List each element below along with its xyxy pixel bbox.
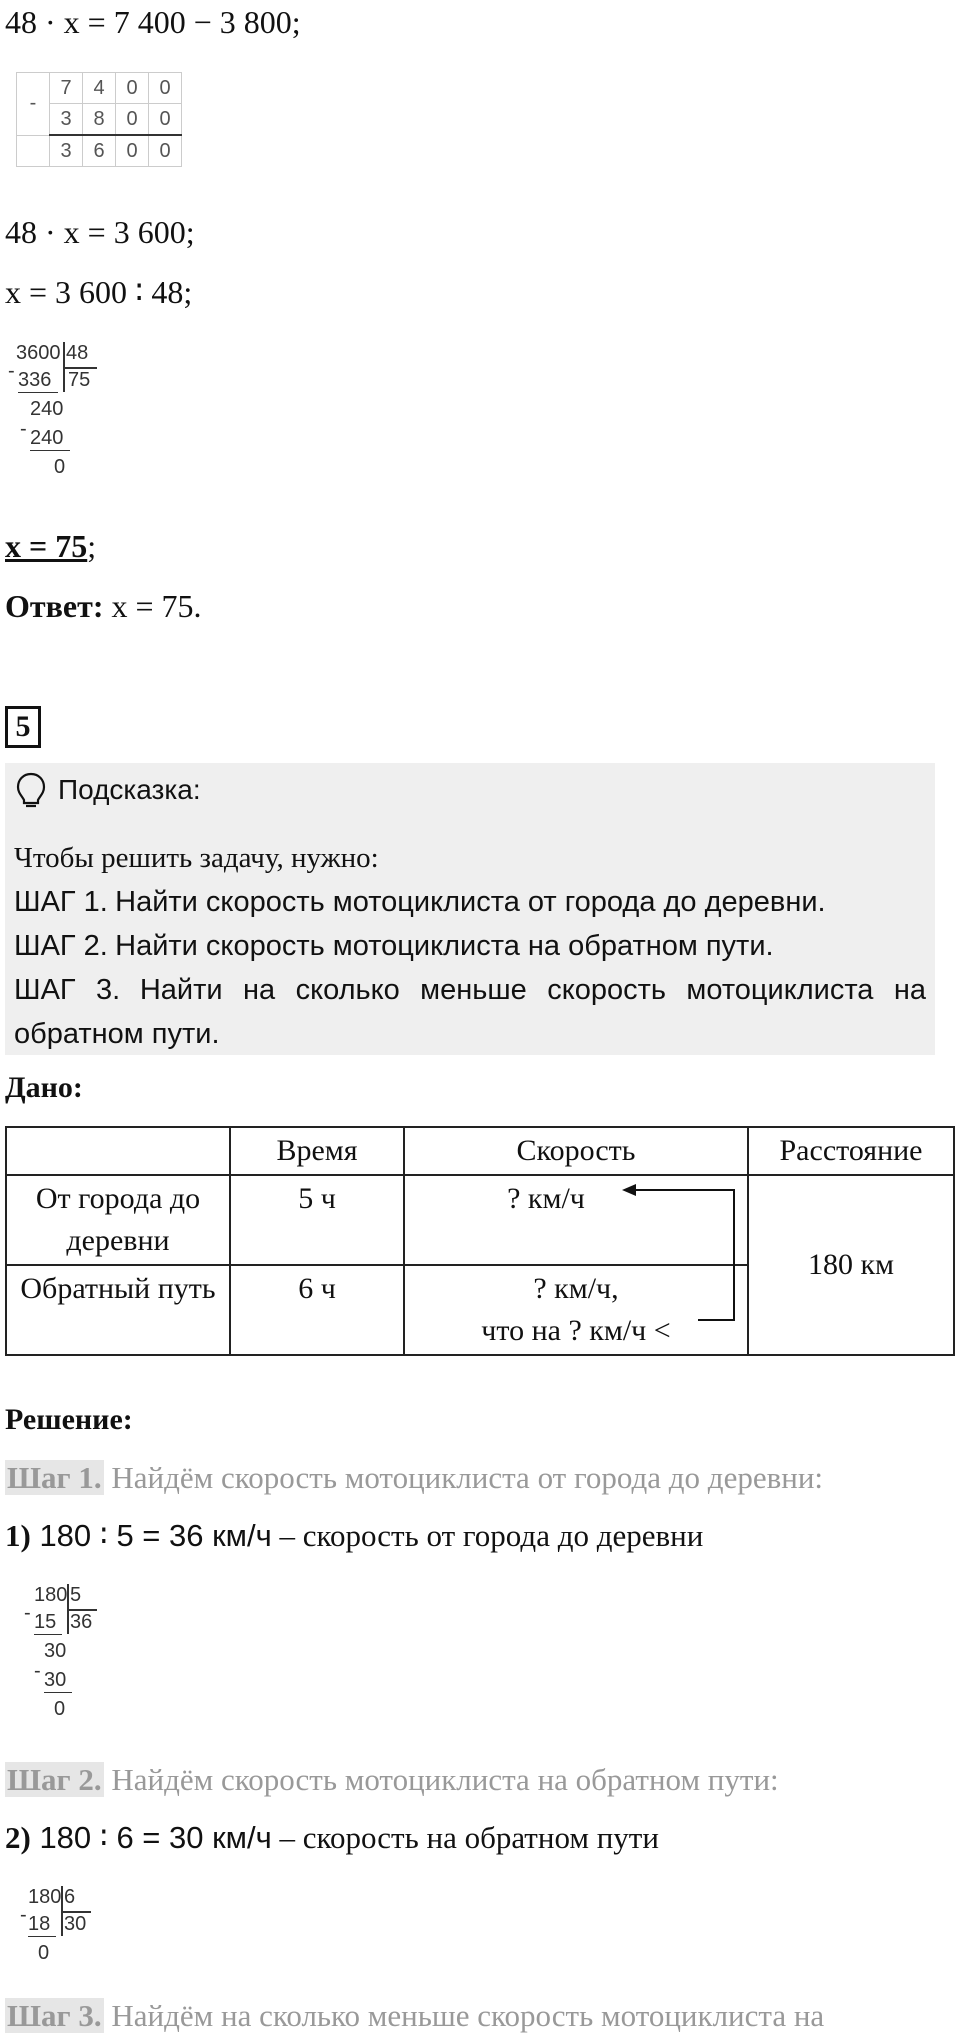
lightbulb-icon — [16, 772, 46, 810]
step-text: Найдём скорость мотоциклиста на обратном пути: — [103, 1762, 779, 1797]
remainder: 0 — [54, 456, 66, 478]
grid-cell: 0 — [149, 135, 182, 167]
speed-comparison: что на ? км/ч < — [481, 1314, 671, 1347]
grid-cell: 4 — [83, 73, 116, 104]
calc-number: 2) — [5, 1820, 31, 1855]
divisor: 5 — [70, 1584, 82, 1606]
hint-title: Подсказка: — [58, 774, 201, 805]
calc-number: 1) — [5, 1518, 31, 1553]
subtrahend: 15 — [34, 1611, 57, 1633]
hint-step-label: ШАГ 1. — [14, 886, 108, 918]
long-division-1 — [8, 342, 128, 492]
task-number: 5 — [5, 706, 41, 748]
row-time: 6 ч — [230, 1265, 404, 1355]
step-label: Шаг 2. — [7, 1762, 102, 1797]
hint-step-1 — [14, 880, 926, 924]
table-header — [6, 1127, 230, 1175]
subtrahend: 30 — [44, 1669, 67, 1691]
result-tail: ; — [87, 528, 97, 564]
divisor: 6 — [64, 1886, 76, 1908]
calc-1 — [5, 1516, 703, 1556]
equation-1: 48 · x = 7 400 − 3 800; — [5, 4, 301, 40]
given-label: Дано: — [5, 1071, 83, 1104]
minus-sign: - — [24, 1602, 31, 1624]
hint-step-text: Найти на сколько меньше скорость мотоциклиста на обратном пути. — [14, 974, 926, 1050]
remainder: 30 — [44, 1640, 67, 1662]
quotient: 30 — [64, 1913, 87, 1935]
answer-text: x = 75. — [103, 588, 202, 624]
subtrahend: 336 — [18, 369, 52, 391]
speed-text: ? км/ч, — [533, 1272, 619, 1305]
step-2-heading — [5, 1760, 779, 1800]
row-name: От города до деревни — [6, 1175, 230, 1265]
hint-step-text: Найти скорость мотоциклиста от города до деревни. — [115, 886, 826, 918]
table-header: Расстояние — [748, 1127, 954, 1175]
calc-description: – скорость на обратном пути — [271, 1820, 659, 1855]
comparison-arrow-icon — [620, 1178, 760, 1330]
result-line — [5, 526, 96, 566]
calc-description: – скорость от города до деревни — [271, 1518, 704, 1553]
quotient: 75 — [68, 369, 91, 391]
remainder: 240 — [30, 398, 64, 420]
grid-cell: 8 — [83, 104, 116, 136]
answer-line — [5, 586, 202, 626]
underline — [28, 1936, 56, 1937]
remainder: 0 — [54, 1698, 66, 1720]
grid-cell: 0 — [116, 73, 149, 104]
step-label: Шаг 1. — [7, 1460, 102, 1495]
table-header: Время — [230, 1127, 404, 1175]
grid-cell-empty — [17, 135, 50, 167]
calc-expression: 180 ∶ 5 = 36 км/ч — [30, 1518, 272, 1553]
distance-cell: 180 км — [748, 1175, 954, 1355]
underline — [44, 1692, 72, 1693]
dividend: 180 — [34, 1584, 68, 1606]
step-label: Шаг 3. — [7, 1998, 102, 2033]
divisor: 48 — [66, 342, 89, 364]
hint-step-2 — [14, 924, 926, 968]
subtrahend: 18 — [28, 1913, 51, 1935]
subtrahend: 240 — [30, 427, 64, 449]
dividend: 3600 — [16, 342, 61, 364]
step-text: Найдём на сколько меньше скорость мотоциклиста на — [103, 1998, 825, 2033]
minus-sign: - — [17, 73, 50, 136]
step-1-heading — [5, 1458, 823, 1498]
underline — [18, 392, 58, 393]
minus-sign: - — [34, 1660, 41, 1682]
step-3-heading — [5, 1996, 824, 2036]
hint-step-text: Найти скорость мотоциклиста на обратном пути. — [115, 930, 774, 962]
hint-intro: Чтобы решить задачу, нужно: — [14, 842, 379, 874]
grid-cell: 0 — [149, 104, 182, 136]
step-text: Найдём скорость мотоциклиста от города до деревни: — [103, 1460, 824, 1495]
calc-expression: 180 ∶ 6 = 30 км/ч — [30, 1820, 272, 1855]
subtraction-grid — [16, 72, 182, 167]
minus-sign: - — [20, 1904, 27, 1926]
row-time: 5 ч — [230, 1175, 404, 1265]
solution-label: Решение: — [5, 1403, 133, 1436]
minus-sign: - — [8, 360, 15, 382]
minus-sign: - — [20, 418, 27, 440]
grid-cell: 0 — [116, 104, 149, 136]
hint-step-3 — [14, 968, 926, 1056]
given-table — [5, 1126, 955, 1356]
row-name: Обратный путь — [6, 1265, 230, 1355]
equation-2: 48 · x = 3 600; — [5, 214, 195, 250]
grid-cell: 7 — [50, 73, 83, 104]
grid-cell: 3 — [50, 135, 83, 167]
calc-2 — [5, 1818, 659, 1858]
quotient: 36 — [70, 1611, 93, 1633]
answer-label: Ответ: — [5, 588, 104, 624]
underline — [34, 1634, 62, 1635]
underline — [30, 450, 70, 451]
remainder: 0 — [38, 1942, 50, 1964]
grid-cell: 6 — [83, 135, 116, 167]
hint-step-label: ШАГ 3. — [14, 974, 121, 1006]
hint-step-label: ШАГ 2. — [14, 930, 108, 962]
table-header: Скорость — [404, 1127, 748, 1175]
long-division-2 — [24, 1584, 124, 1734]
grid-cell: 0 — [149, 73, 182, 104]
grid-cell: 3 — [50, 104, 83, 136]
dividend: 180 — [28, 1886, 62, 1908]
speed-text: ? км/ч — [507, 1182, 585, 1215]
long-division-3 — [20, 1886, 120, 1976]
result: x = 75 — [5, 528, 88, 564]
equation-3: x = 3 600 ∶ 48; — [5, 274, 193, 310]
grid-cell: 0 — [116, 135, 149, 167]
